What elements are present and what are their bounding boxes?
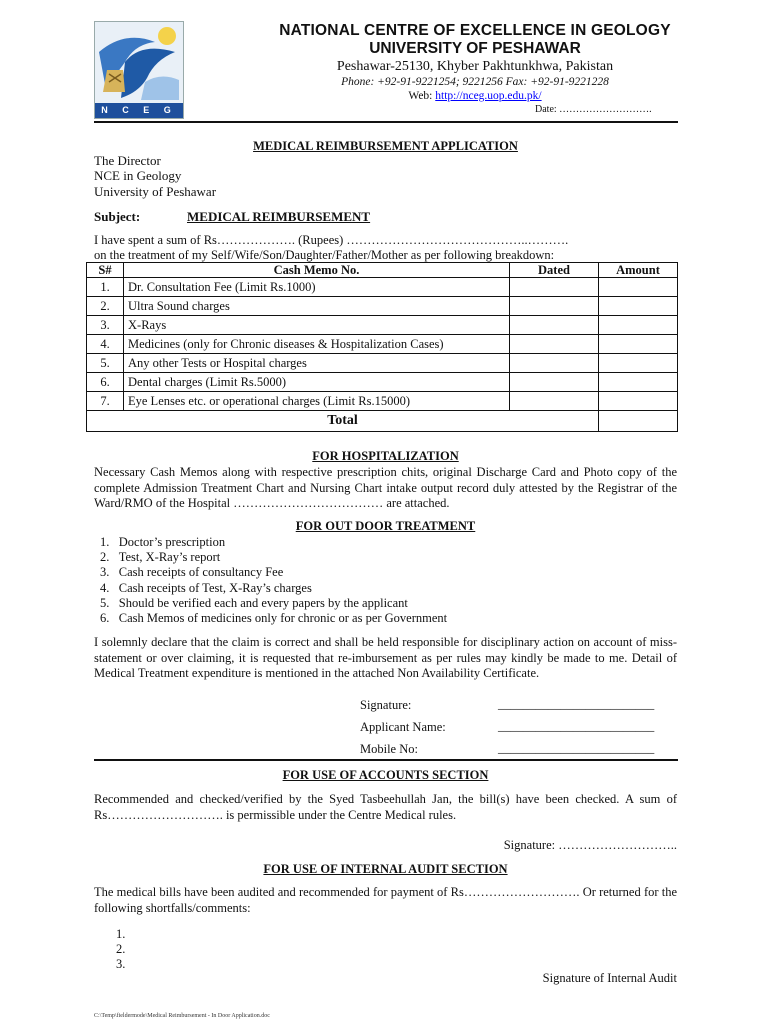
list-item: 3. [116, 957, 126, 972]
row-number: 2. [87, 297, 124, 316]
table-row [87, 373, 678, 392]
declaration-text: I solemnly declare that the claim is correct and shall be held responsible for disciplinary action on account of miss-statement or over claiming, it is requested that re-imbursement as per rules may kindly be made to me. Detail of Medical Treatment expenditure is mentioned in the attached Non Availability Certificate. [94, 635, 677, 680]
row-memo: Eye Lenses etc. or operational charges (Limit Rs.15000) [124, 392, 510, 411]
logo-label: N C E G [95, 103, 183, 118]
row-dated[interactable] [510, 335, 599, 354]
web-line [180, 90, 770, 102]
signature-field[interactable]: _________________________ [498, 697, 655, 711]
row-memo: Ultra Sound charges [124, 297, 510, 316]
table-row [87, 335, 678, 354]
accounts-title: FOR USE OF ACCOUNTS SECTION [282, 768, 489, 782]
col-header-memo: Cash Memo No. [124, 263, 510, 278]
row-memo: Dr. Consultation Fee (Limit Rs.1000) [124, 278, 510, 297]
row-dated[interactable] [510, 373, 599, 392]
amount-spent-line: I have spent a sum of Rs………………. (Rupees) ……………………………………..………. [94, 233, 569, 247]
row-memo: Any other Tests or Hospital charges [124, 354, 510, 373]
row-amount[interactable] [599, 278, 678, 297]
date-field: Date: ………………………. [535, 104, 652, 115]
hospitalization-text: Necessary Cash Memos along with respective prescription chits, original Discharge Card and Photo copy of the complete Admission Treatment Chart and Nursing Chart intake output record duly attested by the Registrar of the Ward/RMO of the Hospital ……………………………… are attached. [94, 465, 677, 510]
table-row [87, 392, 678, 411]
row-memo: Medicines (only for Chronic diseases & Hospitalization Cases) [124, 335, 510, 354]
footer-path: C:\Temp\fieldermode\Medical Reimbursement - In Door Application.doc [94, 1013, 270, 1019]
outdoor-title: FOR OUT DOOR TREATMENT [295, 519, 476, 533]
table-total-row [87, 411, 678, 432]
row-amount[interactable] [599, 316, 678, 335]
row-amount[interactable] [599, 354, 678, 373]
row-memo: Dental charges (Limit Rs.5000) [124, 373, 510, 392]
table-row [87, 354, 678, 373]
phone-line: Phone: +92-91-9221254; 9221256 Fax: +92-91-9221228 [341, 76, 609, 88]
row-amount[interactable] [599, 373, 678, 392]
row-number: 7. [87, 392, 124, 411]
address-line: Peshawar-25130, Khyber Pakhtunkhwa, Pakistan [336, 59, 614, 74]
audit-title: FOR USE OF INTERNAL AUDIT SECTION [263, 862, 508, 876]
row-number: 5. [87, 354, 124, 373]
audit-text: The medical bills have been audited and recommended for payment of Rs………………………. Or returned for the following shortfalls/comments: [94, 885, 677, 915]
col-header-amount: Amount [599, 263, 678, 278]
mobile-field[interactable]: _________________________ [498, 741, 655, 755]
row-dated[interactable] [510, 316, 599, 335]
accounts-text: Recommended and checked/verified by the Syed Tasbeehullah Jan, the bill(s) have been checked. A sum of Rs………………………. is permissible under the Centre Medical rules. [94, 792, 677, 822]
list-item: 5. Should be verified each and every papers by the applicant [100, 595, 408, 610]
list-item: 4. Cash receipts of Test, X-Ray’s charges [100, 580, 312, 595]
row-number: 6. [87, 373, 124, 392]
applicant-name-label: Applicant Name: [360, 720, 446, 734]
list-item: 3. Cash receipts of consultancy Fee [100, 565, 284, 580]
section-divider [94, 759, 678, 761]
col-header-sno: S# [87, 263, 124, 278]
form-title: MEDICAL REIMBURSEMENT APPLICATION [253, 139, 518, 153]
list-item: 1. Doctor’s prescription [100, 535, 226, 549]
subject-label: Subject: [94, 209, 141, 224]
row-number: 1. [87, 278, 124, 297]
university-title: UNIVERSITY OF PESHAWAR [369, 40, 581, 57]
hospitalization-title: FOR HOSPITALIZATION [312, 449, 459, 463]
row-dated[interactable] [510, 392, 599, 411]
addressee-line-3: University of Peshawar [94, 184, 217, 199]
cash-memo-table [86, 262, 678, 432]
audit-list [116, 927, 125, 973]
accounts-signature: Signature: ……………………….. [503, 838, 677, 852]
col-header-dated: Dated [510, 263, 599, 278]
row-dated[interactable] [510, 354, 599, 373]
subject-value: MEDICAL REIMBURSEMENT [187, 209, 371, 224]
signature-label: Signature: [360, 698, 412, 712]
table-row [87, 297, 678, 316]
row-amount[interactable] [599, 335, 678, 354]
row-dated[interactable] [510, 278, 599, 297]
institution-title: NATIONAL CENTRE OF EXCELLENCE IN GEOLOGY [279, 22, 671, 39]
table-header-row [87, 263, 678, 278]
row-number: 4. [87, 335, 124, 354]
list-item: 1. [116, 927, 126, 941]
outdoor-list [100, 535, 447, 626]
applicant-name-field[interactable]: _________________________ [498, 719, 655, 733]
row-number: 3. [87, 316, 124, 335]
total-label: Total [87, 411, 599, 432]
list-item: 6. Cash Memos of medicines only for chronic or as per Government [100, 611, 448, 626]
list-item: 2. [116, 942, 126, 957]
total-amount[interactable] [599, 411, 678, 432]
row-memo: X-Rays [124, 316, 510, 335]
web-label: Web: [408, 90, 436, 102]
header-divider [94, 121, 678, 123]
table-row [87, 278, 678, 297]
row-amount[interactable] [599, 297, 678, 316]
addressee-line-2: NCE in Geology [94, 168, 182, 183]
row-amount[interactable] [599, 392, 678, 411]
web-link[interactable]: http://nceg.uop.edu.pk/ [435, 90, 542, 102]
treatment-line: on the treatment of my Self/Wife/Son/Daughter/Father/Mother as per following breakdown: [94, 248, 555, 262]
audit-signature: Signature of Internal Audit [542, 971, 677, 985]
mobile-label: Mobile No: [360, 742, 418, 756]
table-row [87, 316, 678, 335]
nceg-logo [94, 21, 184, 119]
row-dated[interactable] [510, 297, 599, 316]
addressee-line-1: The Director [94, 153, 161, 168]
list-item: 2. Test, X-Ray’s report [100, 550, 221, 565]
